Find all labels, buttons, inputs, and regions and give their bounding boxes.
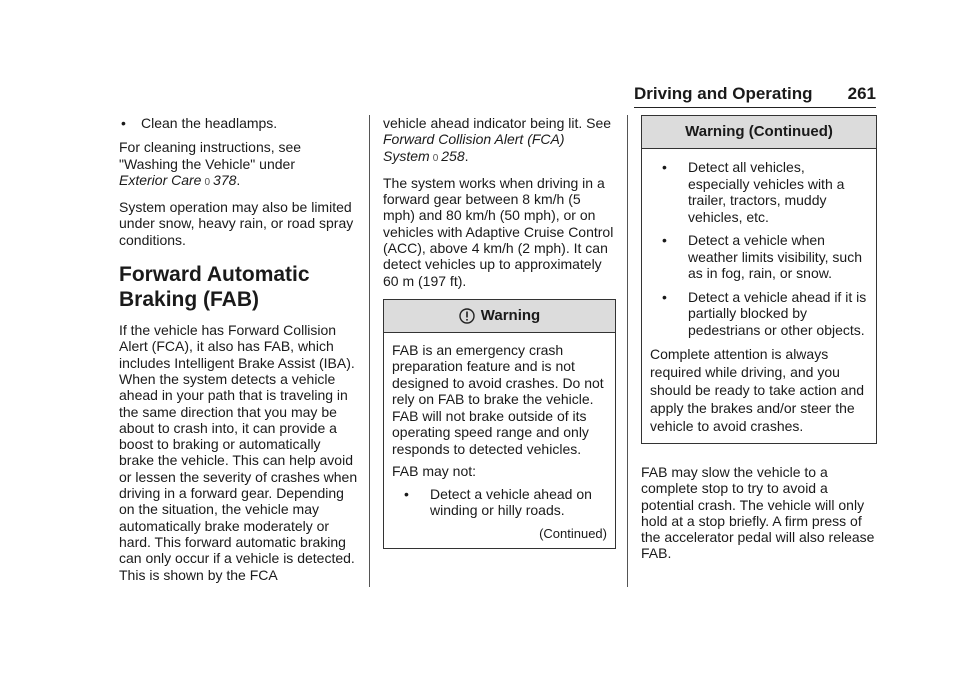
bullet-dot: • [662,288,667,305]
paragraph-text: For cleaning instructions, see [119,139,302,156]
warning-body [642,149,876,443]
warning-bullet [400,486,607,519]
warning-bullet [658,289,868,339]
bullet-dot: • [404,485,409,502]
warning-icon [459,308,475,324]
page-ref-icon: 0 [432,152,439,164]
column-3 [641,115,877,570]
continued-label: (Continued) [539,525,607,541]
bullet-text: Clean the headlamps. [141,115,278,131]
warning-title: Warning (Continued) [642,116,876,149]
column-divider [627,115,628,587]
warning-bullet [658,232,868,282]
warning-title-text: Warning [480,306,541,324]
page-ref[interactable]: 258 [441,147,465,164]
washing-link[interactable]: "Washing the Vehicle" [119,155,256,172]
bullet-text: Detect a vehicle ahead on winding or hilly roads. [430,485,592,519]
section-heading: Forward Automatic Braking (FAB) [119,263,310,312]
warning-box-continued [641,115,877,444]
warning-paragraph: Complete attention is always required while driving, and you should be ready to take action and apply the brakes and/or steer the vehicle to avoid crashes. [650,346,865,434]
warning-box [383,299,616,550]
column-divider [369,115,370,587]
bullet-text: Detect all vehicles, especially vehicles with a trailer, tractors, muddy vehicles, etc. [688,159,845,225]
warning-body [384,333,615,549]
section-title: Driving and Operating [634,84,813,103]
warning-paragraph: FAB is an emergency crash preparation feature and is not designed to avoid crashes. Do not rely on FAB to brake the vehicle. FAB will not brake outside of its operating speed range and only responds to detected vehicles. [392,341,604,457]
bullet-text: Detect a vehicle ahead if it is partially blocked by pedestrians or other objects. [688,288,867,338]
paragraph: System operation may also be limited under snow, heavy rain, or road spray conditions. [119,199,354,248]
warning-title [384,300,615,333]
paragraph-text: vehicle ahead indicator being lit. See [383,115,612,131]
fca-link[interactable]: Forward Collision Alert (FCA) System [383,131,565,164]
bullet-dot: • [662,159,667,175]
paragraph: FAB may slow the vehicle to a complete stop to try to avoid a potential crash. The vehicle will only hold at a stop briefly. A firm press of the accelerator pedal will also release FAB. [641,464,875,562]
paragraph: If the vehicle has Forward Collision Alert (FCA), it also has FAB, which includes Intelligent Brake Assist (IBA). When the system detects a vehicle ahead in your path that is traveling in the same direction that you may be about to crash into, it can provide a boost to braking or automatically brake the vehicle. This can help avoid or lessen the severity of crashes when driving in a forward gear. Depending on the situation, the vehicle may automatically brake moderately or hard. This forward automatic braking can only occur if a vehicle is detected. This is shown by the FCA [119,322,358,583]
bullet-dot: • [121,115,126,131]
page-number: 261 [847,84,876,103]
header-rule [634,107,876,108]
bullet-item [119,115,359,131]
paragraph-text: under [259,155,295,172]
column-2 [383,115,616,549]
warning-paragraph: FAB may not: [392,463,477,480]
exterior-care-link[interactable]: Exterior Care [119,171,202,188]
cleaning-paragraph: For cleaning instructions, see "Washing the Vehicle" under Exterior Care 0 378. [119,139,302,188]
page-ref[interactable]: 378 [213,171,237,188]
bullet-text: Detect a vehicle when weather limits visibility, such as in fog, rain, or snow. [688,232,863,281]
column-1 [119,115,359,591]
paragraph: vehicle ahead indicator being lit. See Forward Collision Alert (FCA) System 0 258. [383,115,612,164]
warning-bullet [658,159,868,225]
page-ref-icon: 0 [204,176,211,188]
bullet-dot: • [662,232,667,248]
page-header [634,80,876,106]
paragraph: The system works when driving in a forward gear between 8 km/h (5 mph) and 80 km/h (50 mph), or on vehicles with Adaptive Cruise Control (ACC), above 4 km/h (2 mph). It can detect vehicles up to approximately 60 m (197 ft). [383,174,614,289]
